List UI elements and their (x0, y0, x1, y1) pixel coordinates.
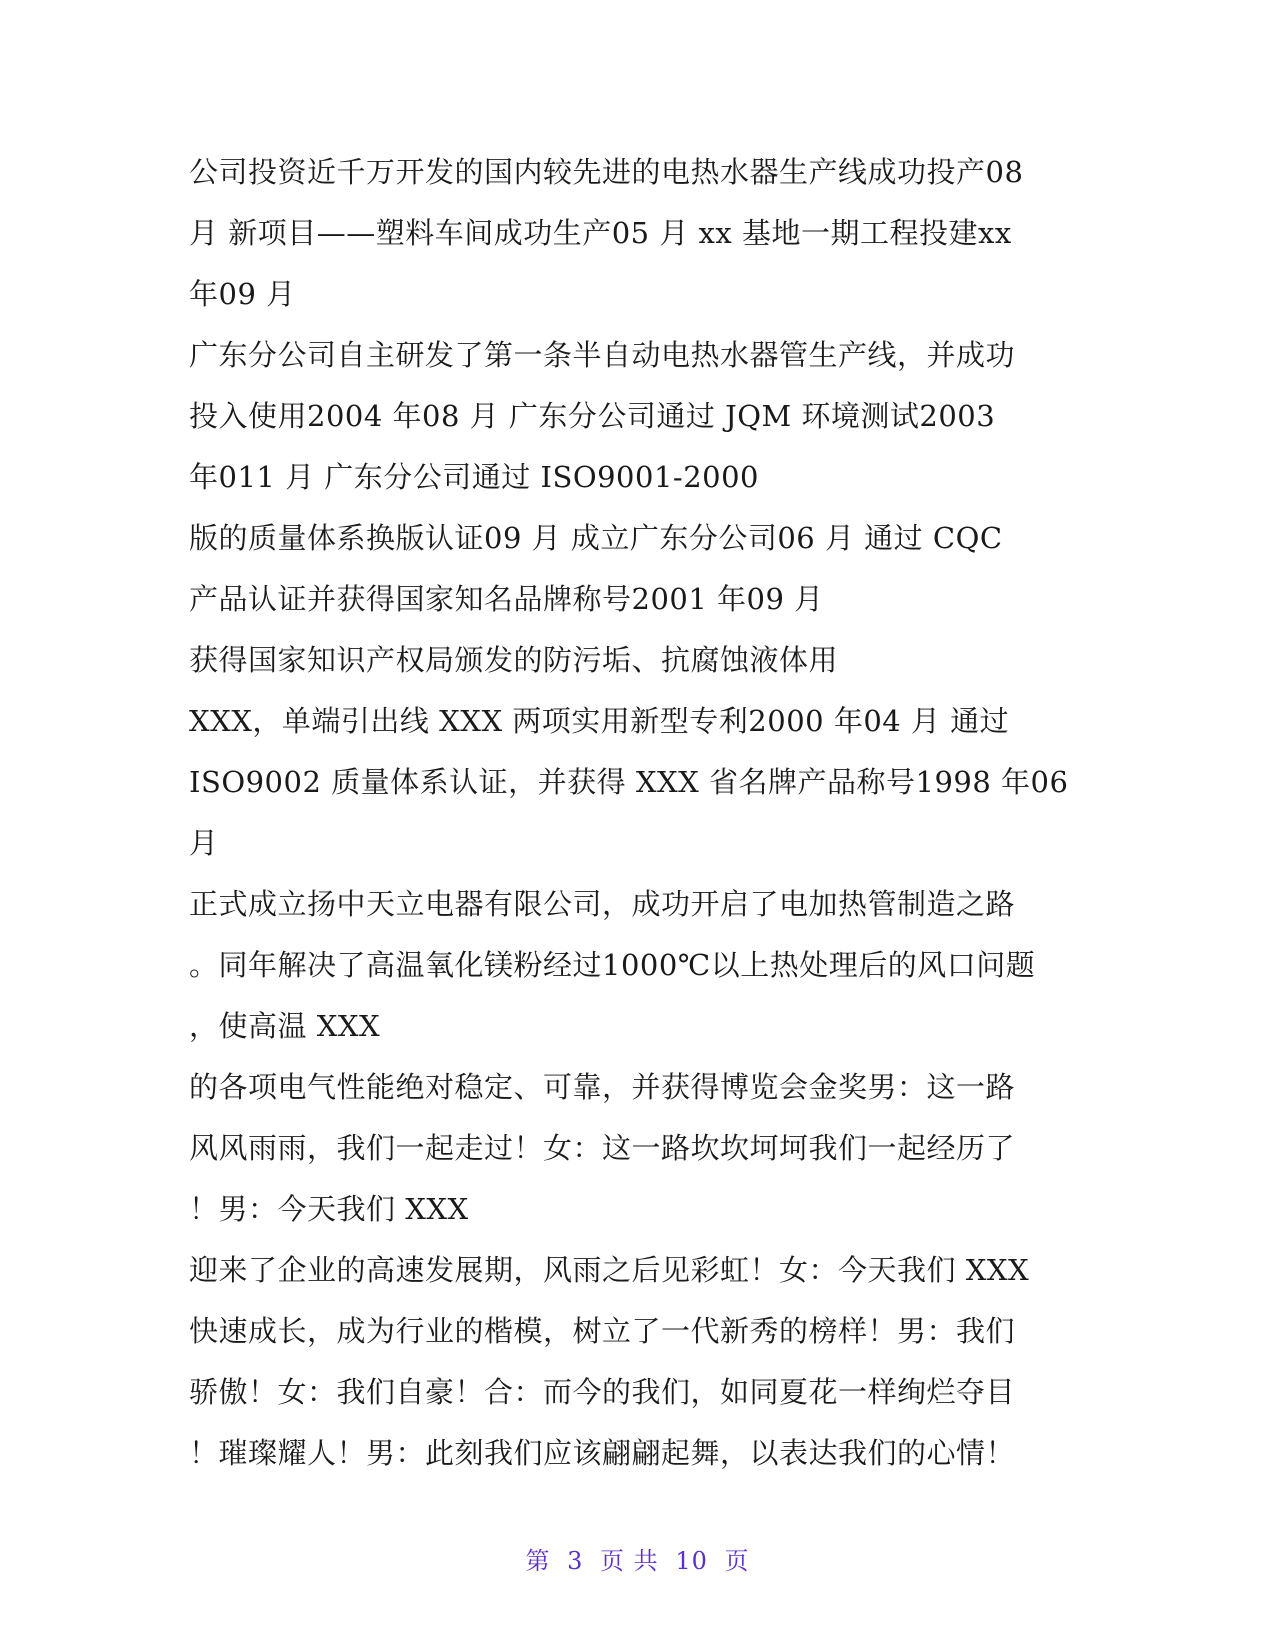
text-line: 迎来了企业的高速发展期，风雨之后见彩虹！女：今天我们 XXX (189, 1253, 1030, 1287)
text-line: 版的质量体系换版认证09 月 成立广东分公司06 月 通过 CQC (189, 521, 1003, 555)
text-line: 风风雨雨，我们一起走过！女：这一路坎坎坷坷我们一起经历了 (189, 1131, 1016, 1165)
text-line: 公司投资近千万开发的国内较先进的电热水器生产线成功投产08 (189, 155, 1024, 189)
footer-suffix: 页 (724, 1547, 750, 1575)
text-line: 广东分公司自主研发了第一条半自动电热水器管生产线，并成功 (189, 338, 1016, 372)
text-line: 正式成立扬中天立电器有限公司，成功开启了电加热管制造之路 (189, 887, 1016, 921)
text-line: 产品认证并获得国家知名品牌称号2001 年09 月 (189, 582, 824, 616)
text-line: 投入使用2004 年08 月 广东分公司通过 JQM 环境测试2003 (189, 399, 996, 433)
footer-page-number: 3 (567, 1547, 584, 1575)
text-line: 月 (189, 826, 219, 860)
page-footer (0, 1546, 1275, 1576)
text-line: ，使高温 XXX (189, 1009, 381, 1043)
text-line: 月 新项目——塑料车间成功生产05 月 xx 基地一期工程投建xx (189, 216, 1012, 250)
text-line: XXX，单端引出线 XXX 两项实用新型专利2000 年04 月 通过 (189, 704, 1010, 738)
text-line: ！璀璨耀人！男：此刻我们应该翩翩起舞，以表达我们的心情！ (189, 1436, 1016, 1470)
text-line: 快速成长，成为行业的楷模，树立了一代新秀的榜样！男：我们 (189, 1314, 1016, 1348)
text-line: 。同年解决了高温氧化镁粉经过1000℃以上热处理后的风口问题 (189, 948, 1036, 982)
footer-prefix: 第 (525, 1547, 551, 1575)
text-line: 获得国家知识产权局颁发的防污垢、抗腐蚀液体用 (189, 643, 839, 677)
text-line: ！男：今天我们 XXX (189, 1192, 469, 1226)
text-line: 年09 月 (189, 277, 296, 311)
footer-middle: 页 共 (600, 1547, 659, 1575)
text-line: 年011 月 广东分公司通过 ISO9001-2000 (189, 460, 760, 494)
text-line: 骄傲！女：我们自豪！合：而今的我们，如同夏花一样绚烂夺目 (189, 1375, 1016, 1409)
footer-total-pages: 10 (675, 1547, 708, 1575)
body-text (189, 142, 1069, 1484)
text-line: ISO9002 质量体系认证，并获得 XXX 省名牌产品称号1998 年06 (189, 765, 1069, 799)
text-line: 的各项电气性能绝对稳定、可靠，并获得博览会金奖男：这一路 (189, 1070, 1016, 1104)
